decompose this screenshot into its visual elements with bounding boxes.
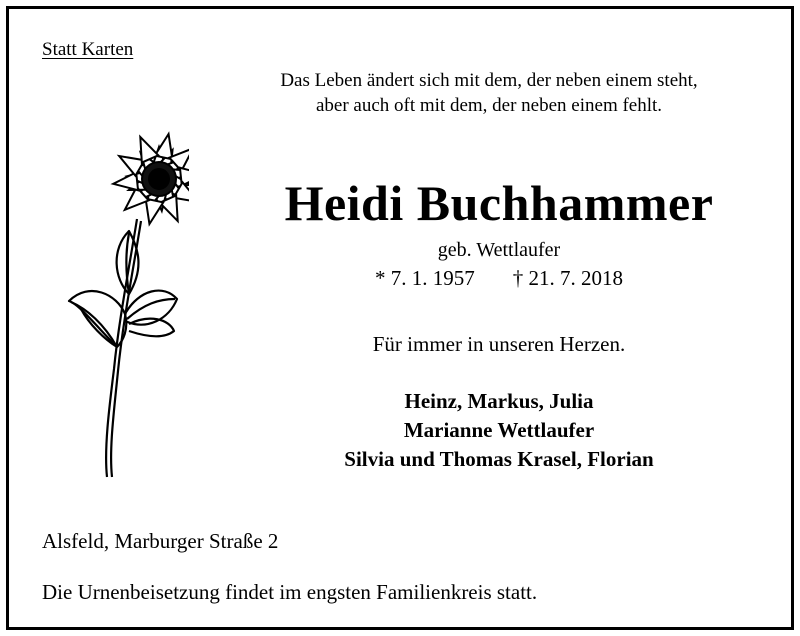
address: Alsfeld, Marburger Straße 2 bbox=[42, 529, 279, 553]
quote-line-1: Das Leben ändert sich mit dem, der neben einem steht, bbox=[280, 70, 698, 91]
burial-notice: Die Urnenbeisetzung findet im engsten Familienkreis statt. bbox=[42, 580, 538, 604]
deceased-name: Heidi Buchhammer bbox=[284, 175, 714, 231]
family-line-3: Silvia und Thomas Krasel, Florian bbox=[344, 447, 654, 471]
death-date: † 21. 7. 2018 bbox=[512, 266, 623, 290]
family-line-2: Marianne Wettlaufer bbox=[403, 418, 595, 442]
birth-date: * 7. 1. 1957 bbox=[375, 266, 475, 290]
quote-line-2: aber auch oft mit dem, der neben einem fehlt. bbox=[315, 95, 663, 116]
obituary-frame bbox=[6, 6, 794, 630]
family-signatures bbox=[239, 387, 759, 474]
birth-name: geb. Wettlaufer bbox=[437, 239, 561, 261]
family-line-1: Heinz, Markus, Julia bbox=[404, 389, 594, 413]
statt-karten-label: Statt Karten bbox=[42, 39, 134, 60]
memorial-motto: Für immer in unseren Herzen. bbox=[372, 332, 626, 356]
life-dates bbox=[239, 264, 759, 292]
sunflower-icon bbox=[59, 109, 189, 489]
quote bbox=[219, 68, 759, 118]
